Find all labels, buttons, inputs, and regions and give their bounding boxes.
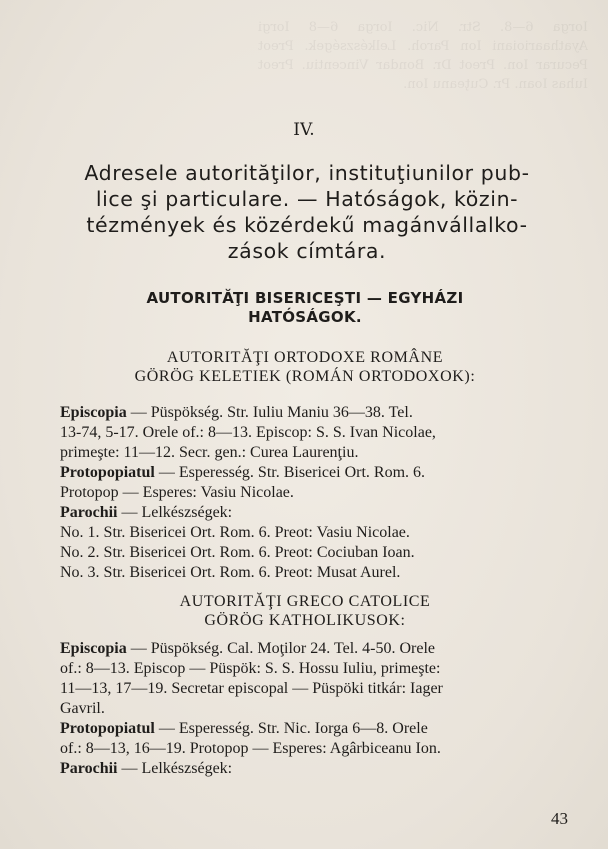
section-heading-orthodox [60,348,550,386]
text-line: No. 1. Str. Bisericei Ort. Rom. 6. Preot: Vasiu Nicolae. [60,524,410,541]
section-heading-line: GÖRÖG KATHOLIKUSOK: [204,612,406,629]
text-line: Protopop — Esperes: Vasiu Nicolae. [60,484,294,501]
chapter-title [38,160,576,264]
chapter-title-line: tézmények és közérdekű magánvállalko- [86,213,528,237]
text-line: primeşte: 11—12. Secr. gen.: Curea Laurenţiu. [60,444,359,461]
text-line: 11—13, 17—19. Secretar episcopal — Püspöki titkár: Iager [60,680,443,697]
section-heading-line: AUTORITĂŢI ORTODOXE ROMÂNE [166,349,444,366]
section-heading-line: AUTORITĂŢI GRECO CATOLICE [179,593,431,610]
section-heading-greco-catholic [60,592,550,630]
text-line: No. 2. Str. Bisericei Ort. Rom. 6. Preot: Cociuban Ioan. [60,544,415,561]
section-heading-line: AUTORITĂŢI BISERICEŞTI — EGYHÁZI [146,289,464,307]
text-line: No. 3. Str. Bisericei Ort. Rom. 6. Preot: Musat Aurel. [60,564,401,581]
section-heading-line: HATÓSÁGOK. [248,308,362,326]
bleed-through-text: Iorga 6—8. Str. Nic. Iorga 6—8 Iorgi Ayathaarioiani Ion Paroh. Lelkészségek. Preot Pecurar Ion. Preot Dr. Bondar Vincentiu. Preot Iuhas Ioan. Pr. Cuţeanu Ion. [258,20,588,92]
section-heading-church-authorities [60,289,550,327]
page-number: 43 [551,809,568,828]
text-line: 13-74, 5-17. Orele of.: 8—13. Episcop: S. S. Ivan Nicolae, [60,424,436,441]
chapter-title-line: Adresele autorităţilor, instituţiunilor pub- [84,161,530,185]
text-line: Protopopiatul — Esperesség. Str. Bisericei Ort. Rom. 6. [60,464,426,481]
text-line: of.: 8—13, 16—19. Protopop — Esperes: Agârbiceanu Ion. [60,740,441,757]
chapter-title-line: lice şi particulare. — Hatóságok, közin- [95,187,519,211]
text-line: of.: 8—13. Episcop — Püspök: S. S. Hossu Iuliu, primeşte: [60,660,441,677]
chapter-number: IV. [293,120,315,140]
text-line: Episcopia — Püspökség. Cal. Moţilor 24. Tel. 4-50. Orele [60,640,436,657]
chapter-title-line: zások címtára. [227,239,387,263]
text-line: Protopopiatul — Esperesség. Str. Nic. Iorga 6—8. Orele [60,720,428,737]
text-line: Parochii — Lelkészségek: [60,760,233,777]
text-line: Episcopia — Püspökség. Str. Iuliu Maniu 36—38. Tel. [60,404,413,421]
text-line: Parochii — Lelkészségek: [60,504,233,521]
text-line: Gavril. [60,700,105,717]
section-heading-line: GÖRÖG KELETIEK (ROMÁN ORTODOXOK): [134,368,476,385]
